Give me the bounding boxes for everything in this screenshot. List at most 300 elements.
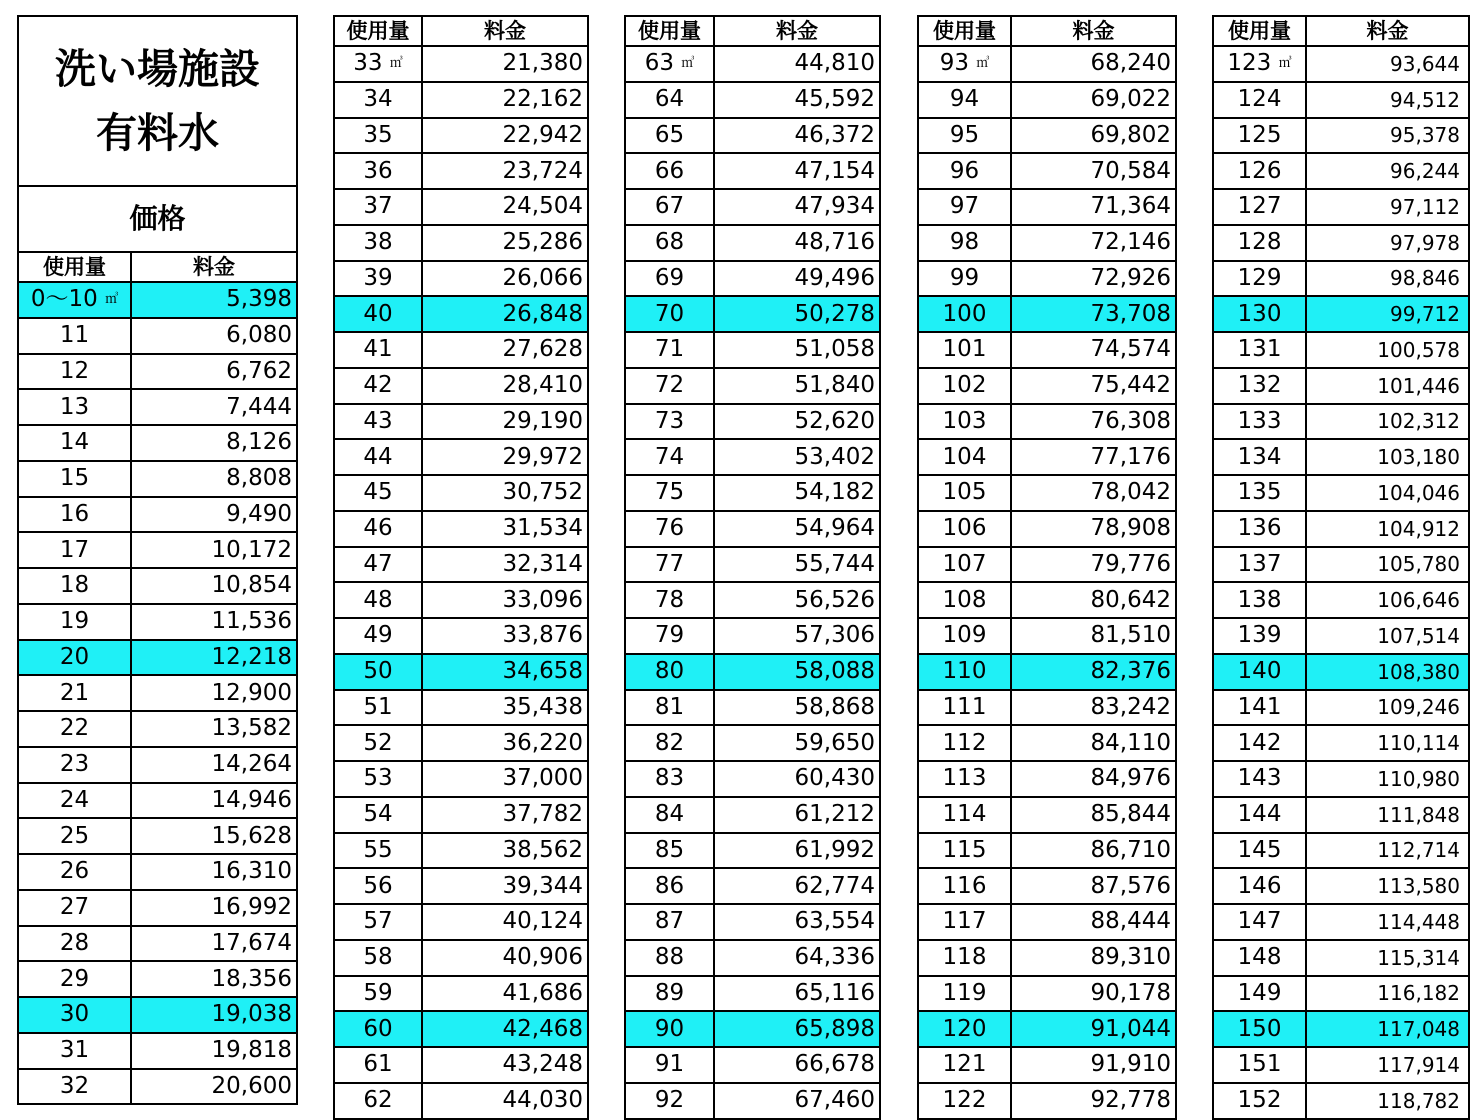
table-row — [625, 904, 880, 940]
usage-cell — [334, 1011, 422, 1047]
usage-cell — [1213, 690, 1306, 726]
table-row — [625, 368, 880, 404]
usage-value: 126 — [1237, 157, 1282, 184]
fee-value: 108,380 — [1306, 654, 1469, 690]
usage-value: 87 — [654, 908, 685, 935]
usage-value: 62 — [363, 1087, 393, 1114]
usage-cell — [918, 725, 1011, 761]
fee-value: 83,242 — [1011, 690, 1176, 726]
usage-value: 69 — [654, 264, 685, 291]
table-row — [334, 976, 588, 1012]
usage-cell — [334, 404, 422, 440]
rate-table-1 — [17, 15, 298, 1105]
table-row — [18, 890, 297, 926]
usage-cell — [625, 332, 714, 368]
usage-value: 32 — [59, 1072, 90, 1099]
usage-value: 140 — [1237, 658, 1282, 685]
usage-cell — [918, 868, 1011, 904]
fee-value: 48,716 — [714, 225, 880, 261]
fee-value: 63,554 — [714, 904, 880, 940]
table-row — [18, 318, 297, 354]
fee-value: 26,848 — [422, 296, 588, 332]
table-row — [18, 497, 297, 533]
usage-value: 143 — [1237, 765, 1282, 792]
fee-value: 37,782 — [422, 797, 588, 833]
usage-value: 142 — [1237, 729, 1282, 756]
fee-value: 55,744 — [714, 547, 880, 583]
fee-value: 62,774 — [714, 868, 880, 904]
fee-value: 34,658 — [422, 654, 588, 690]
price-subtitle: 価格 — [18, 186, 297, 252]
usage-value: 30 — [59, 1001, 90, 1028]
usage-value: 16 — [59, 500, 90, 527]
usage-value: 97 — [949, 193, 980, 220]
usage-cell — [918, 654, 1011, 690]
usage-cell — [918, 82, 1011, 118]
usage-value: 136 — [1237, 515, 1282, 542]
fee-value: 88,444 — [1011, 904, 1176, 940]
table-row — [625, 332, 880, 368]
table-row — [18, 926, 297, 962]
usage-cell — [1213, 868, 1306, 904]
usage-value: 36 — [363, 157, 393, 184]
fee-value: 95,378 — [1306, 118, 1469, 154]
usage-cell — [918, 511, 1011, 547]
fee-value: 77,176 — [1011, 439, 1176, 475]
fee-value: 69,802 — [1011, 118, 1176, 154]
usage-value: 113 — [942, 765, 987, 792]
usage-value: 12 — [59, 357, 90, 384]
usage-value: 49 — [363, 622, 393, 649]
usage-value: 146 — [1237, 872, 1282, 899]
usage-value: 23 — [59, 751, 90, 778]
table-header — [625, 16, 880, 46]
table-row — [625, 189, 880, 225]
fee-value: 115,314 — [1306, 940, 1469, 976]
table-row — [625, 261, 880, 297]
usage-cell — [918, 690, 1011, 726]
table-row — [334, 1083, 588, 1119]
usage-value: 147 — [1237, 908, 1282, 935]
usage-value: 56 — [363, 872, 393, 899]
usage-cell — [625, 547, 714, 583]
usage-value: 99 — [949, 264, 980, 291]
fee-value: 82,376 — [1011, 654, 1176, 690]
fee-value: 103,180 — [1306, 439, 1469, 475]
fee-value: 117,914 — [1306, 1047, 1469, 1083]
usage-cell — [1213, 118, 1306, 154]
usage-header: 使用量 — [18, 252, 131, 282]
table-row — [18, 1069, 297, 1105]
table-row — [1213, 332, 1469, 368]
fee-value: 58,088 — [714, 654, 880, 690]
usage-cell — [918, 940, 1011, 976]
table-row — [1213, 582, 1469, 618]
table-row — [334, 547, 588, 583]
usage-value: 116 — [942, 872, 987, 899]
usage-cell — [334, 475, 422, 511]
usage-cell — [18, 354, 131, 390]
table-row — [1213, 225, 1469, 261]
table-row — [918, 976, 1176, 1012]
table-row — [918, 332, 1176, 368]
table-row — [918, 511, 1176, 547]
fee-value: 5,398 — [131, 282, 297, 318]
fee-value: 6,762 — [131, 354, 297, 390]
table-row — [625, 940, 880, 976]
table-row — [918, 761, 1176, 797]
fee-value: 10,854 — [131, 568, 297, 604]
table-row — [625, 404, 880, 440]
table-row — [918, 582, 1176, 618]
usage-value: 115 — [942, 836, 987, 863]
table-row — [1213, 761, 1469, 797]
usage-cell — [1213, 475, 1306, 511]
table-row — [1213, 833, 1469, 869]
fee-value: 38,562 — [422, 833, 588, 869]
fee-value: 74,574 — [1011, 332, 1176, 368]
fee-header: 料金 — [1011, 16, 1176, 46]
usage-value: 11 — [59, 322, 90, 349]
table-row — [918, 404, 1176, 440]
usage-value: 18 — [59, 572, 90, 599]
usage-cell — [918, 296, 1011, 332]
usage-value: 122 — [942, 1087, 987, 1114]
usage-cell — [625, 225, 714, 261]
usage-cell — [18, 318, 131, 354]
table-row — [334, 332, 588, 368]
fee-value: 96,244 — [1306, 153, 1469, 189]
usage-cell — [1213, 404, 1306, 440]
usage-cell — [334, 690, 422, 726]
table-row — [1213, 118, 1469, 154]
usage-header: 使用量 — [1213, 16, 1306, 46]
table-row — [334, 82, 588, 118]
table-row — [625, 511, 880, 547]
table-row — [918, 1083, 1176, 1119]
table-header — [1213, 16, 1469, 46]
table-row — [334, 618, 588, 654]
usage-value: 152 — [1237, 1087, 1282, 1114]
usage-value: 137 — [1237, 550, 1282, 577]
fee-value: 57,306 — [714, 618, 880, 654]
fee-value: 46,372 — [714, 118, 880, 154]
usage-cell — [18, 497, 131, 533]
usage-cell — [625, 868, 714, 904]
fee-value: 40,906 — [422, 940, 588, 976]
usage-cell — [334, 582, 422, 618]
fee-value: 97,978 — [1306, 225, 1469, 261]
usage-cell — [918, 118, 1011, 154]
usage-header: 使用量 — [625, 16, 714, 46]
table-row — [1213, 296, 1469, 332]
usage-cell — [625, 82, 714, 118]
fee-value: 91,910 — [1011, 1047, 1176, 1083]
fee-value: 33,096 — [422, 582, 588, 618]
usage-value: 148 — [1237, 944, 1282, 971]
fee-value: 16,992 — [131, 890, 297, 926]
usage-cell — [334, 332, 422, 368]
usage-value: 17 — [59, 536, 90, 563]
table-row — [18, 425, 297, 461]
usage-value: 81 — [654, 693, 685, 720]
usage-value: 94 — [949, 86, 980, 113]
table-row — [334, 153, 588, 189]
table-row — [1213, 797, 1469, 833]
usage-cell — [18, 604, 131, 640]
fee-value: 92,778 — [1011, 1083, 1176, 1119]
usage-value: 21 — [59, 679, 90, 706]
usage-value: 45 — [363, 479, 393, 506]
table-row — [1213, 46, 1469, 82]
fee-value: 20,600 — [131, 1069, 297, 1105]
table-row — [18, 461, 297, 497]
usage-value: 41 — [363, 336, 393, 363]
table-row — [1213, 153, 1469, 189]
usage-cell — [625, 904, 714, 940]
usage-value: 39 — [363, 264, 393, 291]
rate-table-3 — [624, 15, 881, 1120]
usage-cell — [18, 747, 131, 783]
fee-value: 114,448 — [1306, 904, 1469, 940]
table-row — [625, 475, 880, 511]
usage-value: 96 — [949, 157, 980, 184]
usage-value: 13 — [59, 393, 90, 420]
fee-value: 53,402 — [714, 439, 880, 475]
usage-cell — [1213, 296, 1306, 332]
table-row — [918, 439, 1176, 475]
usage-cell — [918, 904, 1011, 940]
table-row — [1213, 725, 1469, 761]
usage-value: 64 — [654, 86, 685, 113]
fee-value: 101,446 — [1306, 368, 1469, 404]
fee-value: 15,628 — [131, 818, 297, 854]
fee-value: 31,534 — [422, 511, 588, 547]
table-row — [1213, 904, 1469, 940]
usage-header: 使用量 — [918, 16, 1011, 46]
table-row — [334, 511, 588, 547]
usage-cell — [918, 761, 1011, 797]
usage-value: 72 — [654, 372, 685, 399]
usage-cell — [625, 475, 714, 511]
table-row — [625, 296, 880, 332]
usage-value: 84 — [654, 801, 685, 828]
fee-value: 70,584 — [1011, 153, 1176, 189]
fee-value: 47,154 — [714, 153, 880, 189]
usage-value: 50 — [363, 658, 393, 685]
usage-cell — [918, 261, 1011, 297]
usage-value: 74 — [654, 443, 685, 470]
fee-value: 22,942 — [422, 118, 588, 154]
usage-cell — [18, 890, 131, 926]
usage-cell — [18, 961, 131, 997]
fee-value: 50,278 — [714, 296, 880, 332]
usage-value: 71 — [654, 336, 685, 363]
usage-value: 106 — [942, 515, 987, 542]
fee-value: 90,178 — [1011, 976, 1176, 1012]
table-row — [918, 296, 1176, 332]
usage-cell — [334, 153, 422, 189]
fee-value: 71,364 — [1011, 189, 1176, 225]
usage-cell — [334, 725, 422, 761]
usage-cell — [18, 675, 131, 711]
table-row — [1213, 368, 1469, 404]
table-row — [18, 997, 297, 1033]
usage-value: 141 — [1237, 693, 1282, 720]
fee-value: 35,438 — [422, 690, 588, 726]
usage-value: 82 — [654, 729, 685, 756]
usage-value: 68 — [654, 229, 685, 256]
usage-value: 57 — [363, 908, 393, 935]
usage-value: 98 — [949, 229, 980, 256]
fee-value: 19,038 — [131, 997, 297, 1033]
table-row — [18, 961, 297, 997]
usage-cell — [18, 997, 131, 1033]
usage-cell — [918, 153, 1011, 189]
usage-value: 78 — [654, 586, 685, 613]
fee-value: 112,714 — [1306, 833, 1469, 869]
usage-cell — [625, 511, 714, 547]
table-row — [1213, 654, 1469, 690]
fee-value: 54,964 — [714, 511, 880, 547]
fee-value: 110,114 — [1306, 725, 1469, 761]
fee-value: 26,066 — [422, 261, 588, 297]
usage-cell — [1213, 511, 1306, 547]
table-row — [334, 725, 588, 761]
usage-cell — [18, 783, 131, 819]
fee-value: 80,642 — [1011, 582, 1176, 618]
usage-value: 60 — [363, 1015, 393, 1042]
fee-value: 69,022 — [1011, 82, 1176, 118]
fee-value: 118,782 — [1306, 1083, 1469, 1119]
usage-value: 144 — [1237, 801, 1282, 828]
usage-value: 109 — [942, 622, 987, 649]
fee-value: 61,992 — [714, 833, 880, 869]
fee-value: 111,848 — [1306, 797, 1469, 833]
usage-value: 92 — [654, 1087, 685, 1114]
table-row — [18, 604, 297, 640]
fee-value: 14,264 — [131, 747, 297, 783]
fee-value: 106,646 — [1306, 582, 1469, 618]
fee-value: 72,146 — [1011, 225, 1176, 261]
usage-value: 107 — [942, 550, 987, 577]
table-row — [18, 1033, 297, 1069]
usage-cell — [625, 725, 714, 761]
usage-value: 51 — [363, 693, 393, 720]
fee-value: 14,946 — [131, 783, 297, 819]
usage-cell — [1213, 761, 1306, 797]
usage-cell — [625, 118, 714, 154]
usage-value: 33 — [353, 50, 383, 77]
table-row — [334, 225, 588, 261]
usage-cell — [625, 940, 714, 976]
table-row — [1213, 940, 1469, 976]
usage-value: 46 — [363, 515, 393, 542]
table-row — [1213, 475, 1469, 511]
usage-value: 139 — [1237, 622, 1282, 649]
fee-value: 22,162 — [422, 82, 588, 118]
usage-value: 76 — [654, 515, 685, 542]
usage-cell — [18, 640, 131, 676]
usage-cell — [918, 547, 1011, 583]
usage-cell — [625, 582, 714, 618]
table-row — [918, 475, 1176, 511]
rate-table-5 — [1212, 15, 1470, 1120]
table-header — [18, 252, 297, 282]
table-row — [334, 904, 588, 940]
usage-cell — [18, 711, 131, 747]
table-row — [625, 868, 880, 904]
fee-value: 65,898 — [714, 1011, 880, 1047]
fee-value: 87,576 — [1011, 868, 1176, 904]
usage-value: 31 — [59, 1037, 90, 1064]
fee-value: 105,780 — [1306, 547, 1469, 583]
usage-cell — [625, 618, 714, 654]
fee-value: 45,592 — [714, 82, 880, 118]
usage-value: 29 — [59, 965, 90, 992]
table-row — [625, 833, 880, 869]
table-header — [918, 16, 1176, 46]
fee-value: 91,044 — [1011, 1011, 1176, 1047]
usage-value: 43 — [363, 407, 393, 434]
usage-cell — [334, 833, 422, 869]
fee-value: 110,980 — [1306, 761, 1469, 797]
table-row — [918, 1011, 1176, 1047]
fee-value: 21,380 — [422, 46, 588, 82]
fee-value: 29,190 — [422, 404, 588, 440]
fee-value: 8,126 — [131, 425, 297, 461]
usage-cell — [918, 332, 1011, 368]
usage-value: 105 — [942, 479, 987, 506]
fee-value: 109,246 — [1306, 690, 1469, 726]
usage-cell — [918, 404, 1011, 440]
table-row — [1213, 547, 1469, 583]
usage-cell — [334, 618, 422, 654]
usage-value: 150 — [1237, 1015, 1282, 1042]
table-row — [18, 282, 297, 318]
fee-value: 8,808 — [131, 461, 297, 497]
usage-value: 145 — [1237, 836, 1282, 863]
fee-value: 56,526 — [714, 582, 880, 618]
table-row — [334, 868, 588, 904]
usage-cell — [918, 1083, 1011, 1119]
usage-cell — [1213, 332, 1306, 368]
fee-value: 12,218 — [131, 640, 297, 676]
table-row — [625, 439, 880, 475]
usage-cell — [1213, 797, 1306, 833]
usage-value: 103 — [942, 407, 987, 434]
usage-value: 73 — [654, 407, 685, 434]
fee-value: 6,080 — [131, 318, 297, 354]
usage-value: 110 — [942, 658, 987, 685]
table-row — [918, 153, 1176, 189]
table-row — [918, 261, 1176, 297]
table-row — [18, 532, 297, 568]
table-row — [334, 582, 588, 618]
fee-value: 52,620 — [714, 404, 880, 440]
fee-value: 97,112 — [1306, 189, 1469, 225]
usage-value: 120 — [942, 1015, 987, 1042]
fee-value: 100,578 — [1306, 332, 1469, 368]
fee-value: 68,240 — [1011, 46, 1176, 82]
fee-value: 44,810 — [714, 46, 880, 82]
fee-value: 33,876 — [422, 618, 588, 654]
usage-value: 67 — [654, 193, 685, 220]
table-row — [1213, 690, 1469, 726]
unit-symbol: ㎥ — [681, 56, 695, 72]
usage-cell — [1213, 618, 1306, 654]
table-row — [918, 940, 1176, 976]
